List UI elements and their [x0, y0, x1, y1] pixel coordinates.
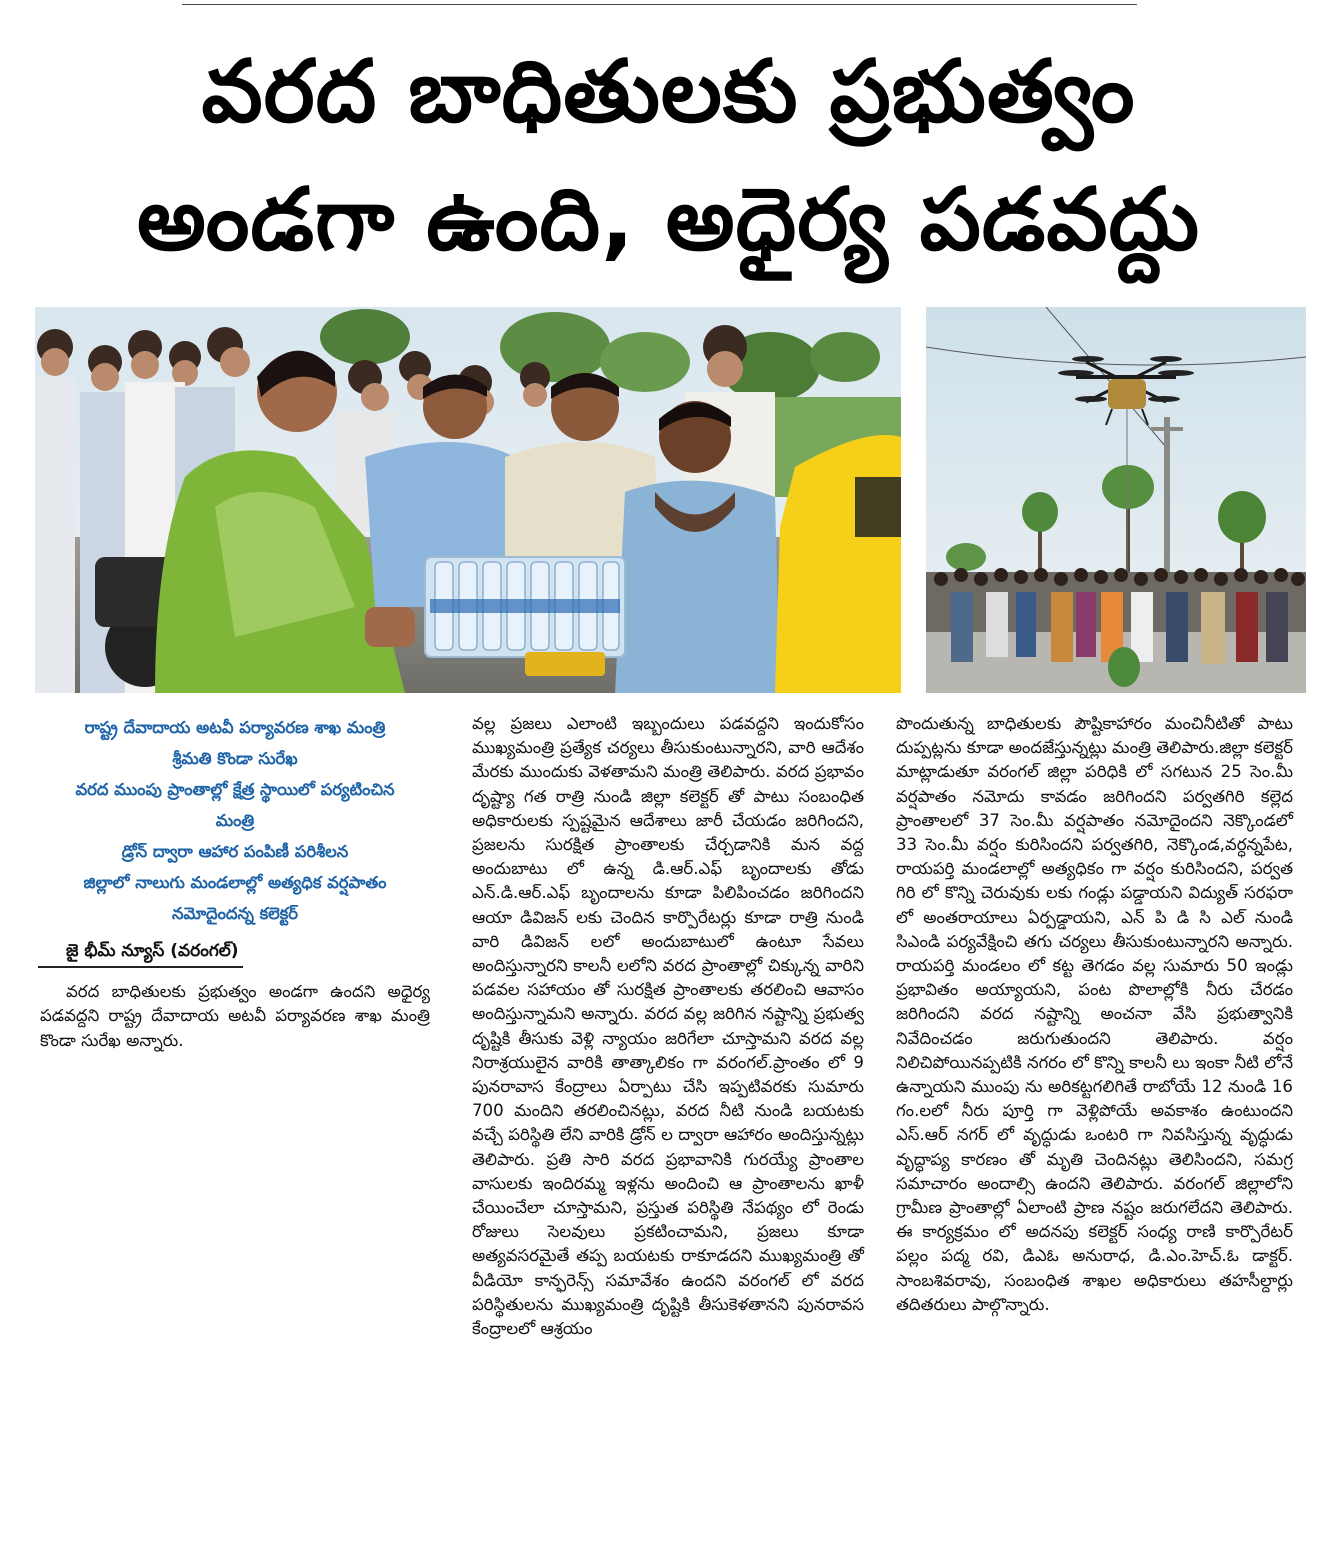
- headline-line-1: వరద బాధితులకు ప్రభుత్వం: [201, 42, 1136, 142]
- subheading-2: శ్రీమతి కొండా సురేఖ: [172, 749, 298, 768]
- subheading-3: వరద ముంపు ప్రాంతాల్లో క్షేత్ర స్థాయిలో పర్యటించిన: [75, 780, 395, 799]
- photo-drone-food-delivery-illustration: [926, 307, 1306, 693]
- article-column-1: [40, 712, 430, 1053]
- headline-line-2: అండగా ఉంది, అధైర్య పడవద్దు: [137, 170, 1200, 270]
- subheading-7: నమోదైందన్న కలెక్టర్: [171, 904, 299, 923]
- subheading-4: మంత్రి: [215, 811, 255, 830]
- photo-minister-distributing-water: [35, 307, 901, 693]
- article-paragraph: పొందుతున్న బాధితులకు పౌష్టికాహారం మంచినీటితో పాటు దుప్పట్లను కూడా అందజేస్తున్నట్లు మంత్రి తెలిపారు.జిల్లా కలెక్టర్ మాట్లాడుతూ వరంగల్ జిల్లా పరిధికి లో సగటున 25 సెం.మీ వర్షపాతం నమోదు కావడం జరిగిందని పర్వతగిరి కల్లెద ప్రాంతాలలో 37 సెం.మీ వర్షపాతం నమోదైందని నెక్కొండలో 33 సెం.మీ వర్షం కురిసిందని పర్వతగిరి, నెక్కొండ,వర్ధన్నపేట, రాయపర్తి మండలాల్లో అత్యధికం గా వర్షం కురిసిందని, పర్వత గిరి లో కొన్ని చెరువుకు లకు గండ్లు పడ్డాయని విద్యుత్ సరఫరా లో అంతరాయాలు ఏర్పడ్డాయని, ఎన్ పి డి సి ఎల్ నుండి సిఎండి పర్యవేక్షించి తగు చర్యలు తీసుకుంటున్నారని అన్నారు. రాయపర్తి మండలం లో కట్ట తెగడం వల్ల సుమారు 50 ఇండ్లు ప్రభావితం అయ్యాయని, పంట పొలాల్లోకి నీరు చేరడం జరిగిందని వరద నష్టాన్ని అంచనా వేసి ప్రభుత్వానికి నివేదించడం జరుగుతుందని తెలిపారు. వర్షం నిలిచిపోయినప్పటికి నగరం లో కొన్ని కాలనీ లు ఇంకా నీటి లోనే ఉన్నాయని ముంపు ను అరికట్టగలిగితే రాబోయే 12 నుండి 16 గం.లలో నీరు పూర్తి గా వెళ్లిపోయే అవకాశం ఉంటుందని ఎస్.ఆర్ నగర్ లో వృద్ధుడు ఒంటరి గా నివసిస్తున్న వృద్ధుడు వృద్ధాప్య కారణం తో మృతి చెందినట్లు తెలిసిందని, సమగ్ర సమాచారం అందాల్సి ఉందని తెలిపారు. వరంగల్ జిల్లాలోని గ్రామీణ ప్రాంతాల్లో ఏలాంటి ప్రాణ నష్టం జరుగలేదని తెలిపారు. ఈ కార్యక్రమం లో అదనపు కలెక్టర్ సంధ్య రాణి కార్పొరేటర్ పల్లం పద్మ రవి, డిఎఓ అనురాధ, డి.ఎం.హెచ్.ఓ డాక్టర్. సాంబశివరావు, సంబంధిత శాఖల అధికారులు తహసీల్దార్లు తదితరులు పాల్గొన్నారు.: [896, 714, 1293, 1314]
- subheadings: [40, 712, 430, 929]
- top-rule: [182, 4, 1137, 5]
- subheading-6: జిల్లాలో నాలుగు మండలాల్లో అత్యధిక వర్షపాతం: [83, 873, 387, 892]
- byline: జై భీమ్ న్యూస్ (వరంగల్): [38, 939, 243, 968]
- article-paragraph: వరద బాధితులకు ప్రభుత్వం అండగా ఉందని అధైర్య పడవద్దని రాష్ట్ర దేవాదాయ అటవీ పర్యావరణ శాఖ మంత్రి కొండా సురేఖ అన్నారు.: [40, 982, 430, 1050]
- subheading-5: డ్రోన్ ద్వారా ఆహార పంపిణీ పరిశీలన: [121, 842, 349, 861]
- photo-minister-distributing-water-illustration: [35, 307, 901, 693]
- article-column-3: [896, 712, 1293, 1317]
- subheading-1: రాష్ట్ర దేవాదాయ అటవీ పర్యావరణ శాఖ మంత్రి: [84, 718, 386, 737]
- article-paragraph: వల్ల ప్రజలు ఎలాంటి ఇబ్బందులు పడవద్దని ఇందుకోసం ముఖ్యమంత్రి ప్రత్యేక చర్యలు తీసుకుంటున్నారని, వారి ఆదేశం మేరకు ముందుకు వెళతామని మంత్రి తెలిపారు. వరద ప్రభావం దృష్ట్యా గత రాత్రి నుండి జిల్లా కలెక్టర్ తో పాటు సంబంధిత అధికారులకు స్పష్టమైన ఆదేశాలు జారీ చేయడం జరిగిందని, ప్రజలను సురక్షిత ప్రాంతాలకు చేర్చడానికి మన వద్ద అందుబాటు లో ఉన్న డి.ఆర్.ఎఫ్ బృందాలకు తోడు ఎన్.డి.ఆర్.ఎఫ్ బృందాలను కూడా పిలిపించడం జరిగిందని ఆయా డివిజన్ లకు చెందిన కార్పొరేటర్లు కూడా రాత్రి నుండి వారి డివిజన్ లలో అందుబాటులో ఉంటూ సేవలు అందిస్తున్నారని కాలనీ లలోని వరద ప్రాంతాల్లో చిక్కున్న వారిని పడవల సహాయం తో సురక్షిత ప్రాంతాలకు తరలించి ఆవాసం అందిస్తున్నామని అన్నారు. వరద వల్ల జరిగిన నష్టాన్ని ప్రభుత్వ దృష్టికి తీసుకు వెళ్లి న్యాయం జరిగేలా చూస్తామని వరద వల్ల నిరాశ్రయులైన వారికి తాత్కాలికం గా వరంగల్.ప్రాంతం లో 9 పునరావాస కేంద్రాలు ఏర్పాటు చేసి ఇప్పటివరకు సుమారు 700 మందిని తరలించినట్లు, వరద నీటి నుండి బయటకు వచ్చే పరిస్థితి లేని వారికి డ్రోన్ ల ద్వారా ఆహారం అందిస్తున్నట్లు తెలిపారు. ప్రతి సారి వరద ప్రభావానికి గురయ్యే ప్రాంతాల వాసులకు ఇందిరమ్మ ఇళ్లను అందించి ఆ ప్రాంతాలను ఖాళీ చేయించేలా చూస్తామని, ప్రస్తుత పరిస్థితి నేపథ్యం లో రెండు రోజులు సెలవులు ప్రకటించామని, ప్రజలు కూడా అత్యవసరమైతే తప్ప బయటకు రాకూడదని ముఖ్యమంత్రి తో వీడియో కాన్ఫరెన్స్ సమావేశం ఉందని వరంగల్ లో వరద పరిస్థితులను ముఖ్యమంత్రి దృష్టికి తీసుకెళతానని పునరావస కేంద్రాలలో ఆశ్రయం: [472, 714, 864, 1339]
- photo-drone-food-delivery: [926, 307, 1306, 693]
- headline: [0, 28, 1337, 284]
- article-column-2: [472, 712, 864, 1341]
